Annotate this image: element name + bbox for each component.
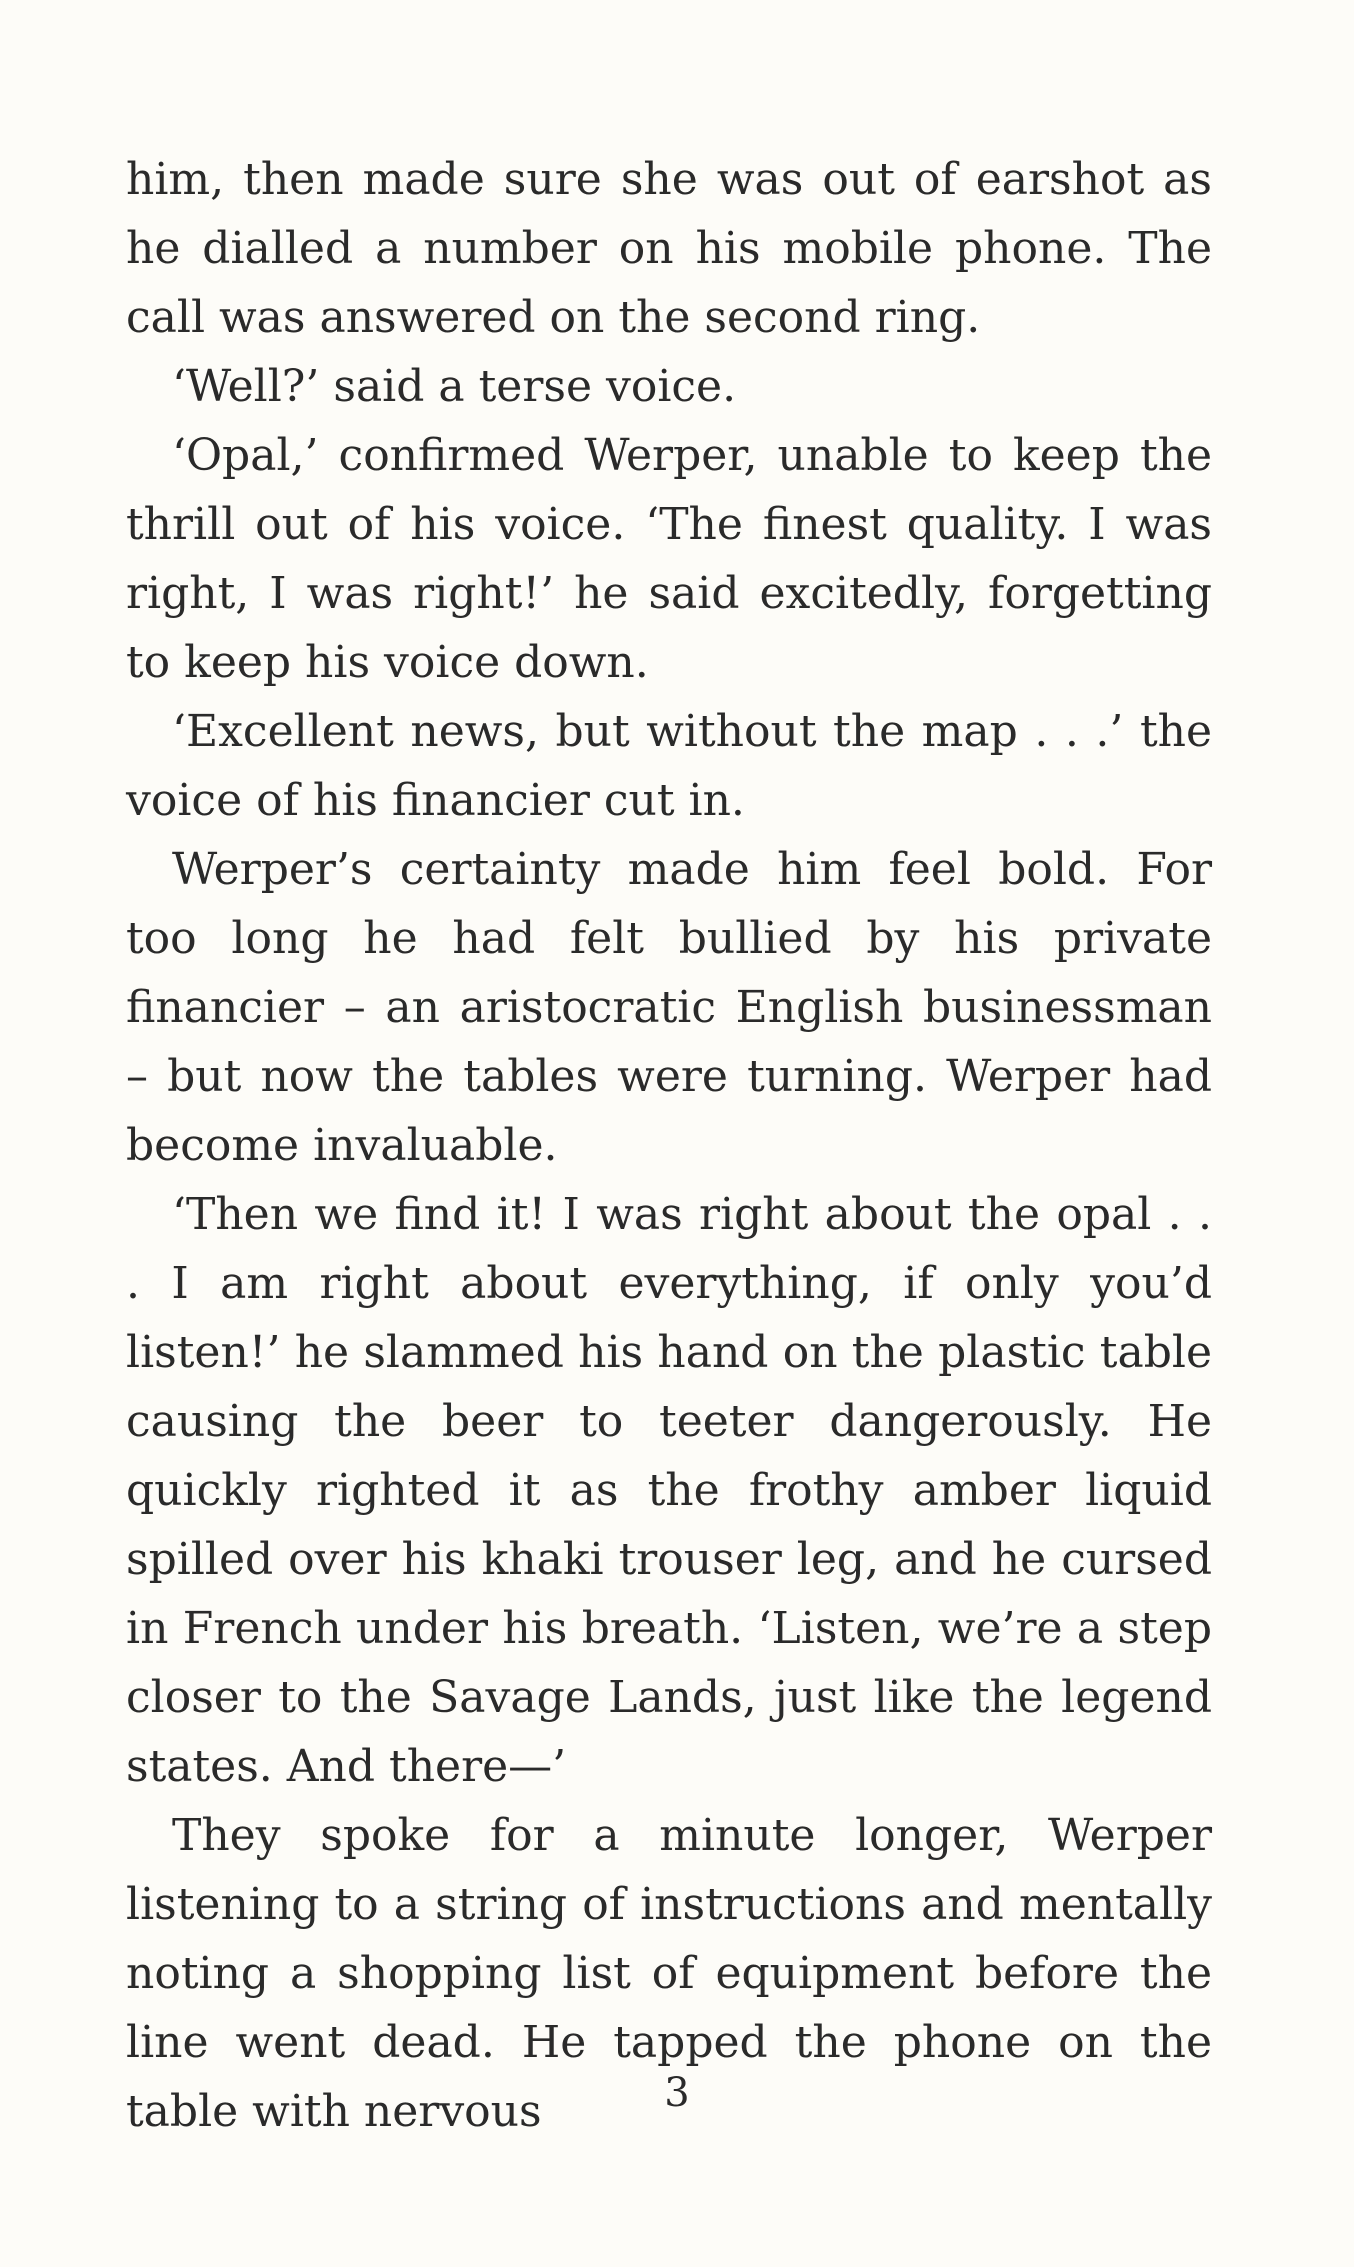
body-text <box>126 145 1212 2146</box>
paragraph-3: ‘Opal,’ confirmed Werper, unable to keep the thrill out of his voice. ‘The finest quality. I was right, I was right!’ he said excitedly, forgetting to keep his voice down. <box>126 430 1212 688</box>
paragraph-6: ‘Then we find it! I was right about the opal . . . I am right about everything, if only you’d listen!’ he slammed his hand on the plastic table causing the beer to teeter dangerously. He quickly righted it as the frothy amber liquid spilled over his khaki trouser leg, and he cursed in French under his breath. ‘Listen, we’re a step closer to the Savage Lands, just like the legend states. And there—’ <box>126 1189 1212 1792</box>
paragraph-4: ‘Excellent news, but without the map . . .’ the voice of his financier cut in. <box>126 706 1212 826</box>
paragraph-1: him, then made sure she was out of earshot as he dialled a number on his mobile phone. The call was answered on the second ring. <box>126 154 1212 343</box>
paragraph-7: They spoke for a minute longer, Werper listening to a string of instructions and mentally noting a shopping list of equipment before the line went dead. He tapped the phone on the table with nervous <box>126 1810 1212 2137</box>
page-number: 3 <box>664 2070 690 2116</box>
paragraph-2: ‘Well?’ said a terse voice. <box>172 361 737 412</box>
paragraph-5: Werper’s certainty made him feel bold. For too long he had felt bullied by his private financier – an aristocratic English businessman – but now the tables were turning. Werper had become invaluable. <box>126 844 1212 1171</box>
